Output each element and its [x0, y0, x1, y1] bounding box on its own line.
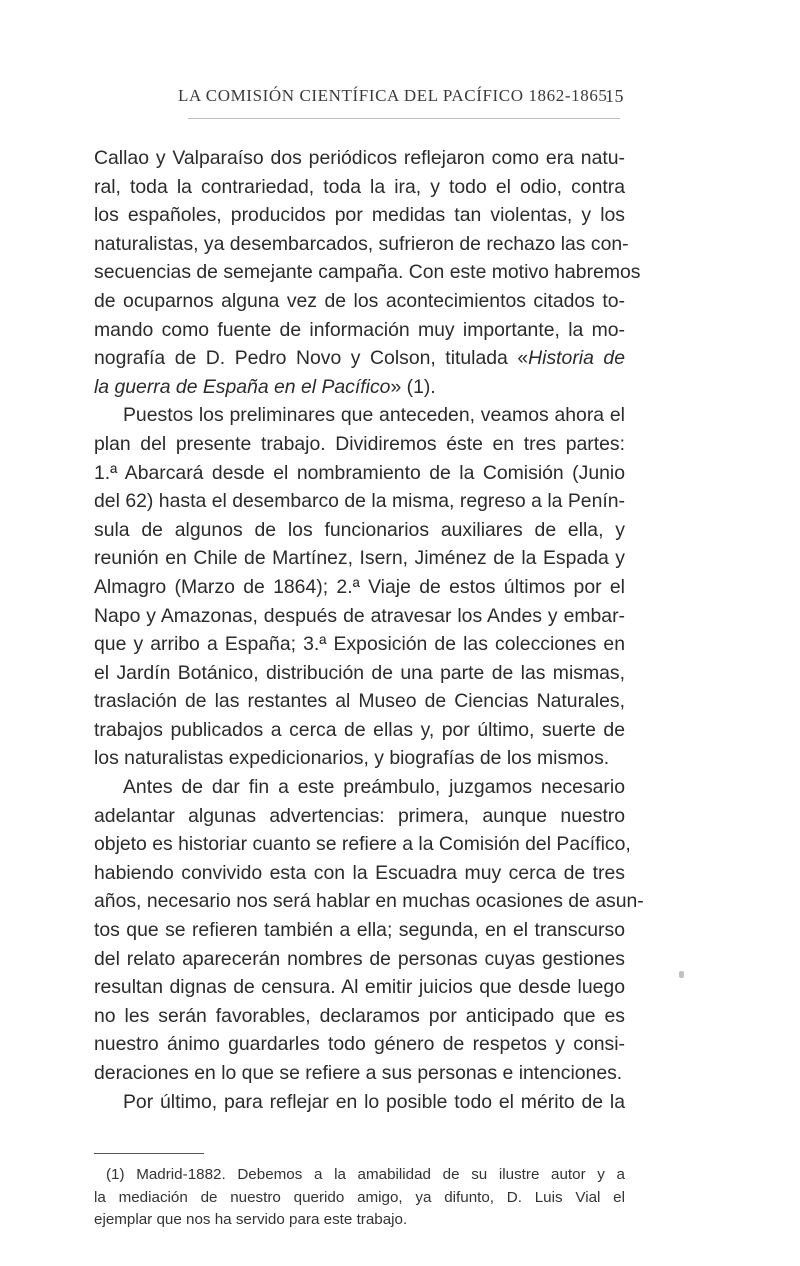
book-title-italic: la guerra de España en el Pacífico	[94, 375, 391, 398]
text-line: los españoles, producidos por medidas tan violentas, y los	[94, 204, 625, 227]
text-line: plan del presente trabajo. Dividiremos éste en tres partes:	[94, 432, 625, 455]
paper-speck	[679, 971, 684, 978]
text-line: objeto es historiar cuanto se refiere a la Comisión del Pacífico,	[94, 833, 631, 856]
footnote	[94, 1164, 625, 1232]
text-line: tos que se refieren también a ella; segunda, en el transcurso	[94, 919, 625, 942]
body-text	[94, 144, 644, 1116]
footnote-line: ejemplar que nos ha servido para este trabajo.	[94, 1211, 408, 1229]
paragraph-start-line: Puestos los preliminares que anteceden, veamos ahora el	[123, 404, 625, 427]
footnote-rule	[94, 1153, 204, 1154]
text-line: de ocuparnos alguna vez de los acontecimientos citados to-	[94, 289, 625, 312]
text-line-with-title	[94, 344, 625, 373]
running-head	[178, 86, 624, 106]
text-line: resultan dignas de censura. Al emitir juicios que desde luego	[94, 976, 625, 999]
text-line: no les serán favorables, declaramos por anticipado que es	[94, 1004, 625, 1027]
text-line: traslación de las restantes al Museo de Ciencias Naturales,	[94, 690, 625, 713]
page-number: 15	[605, 86, 624, 106]
text-line: secuencias de semejante campaña. Con este motivo habremos	[94, 261, 641, 284]
text-line: los naturalistas expedicionarios, y biografías de los mismos.	[94, 747, 610, 770]
text-line: Callao y Valparaíso dos periódicos reflejaron como era natu-	[94, 147, 625, 169]
footnote-line: la mediación de nuestro querido amigo, ya difunto, D. Luis Vial el	[94, 1188, 625, 1206]
text-line: nuestro ánimo guardarles todo género de respetos y consi-	[94, 1033, 625, 1056]
text-line: habiendo convivido esta con la Escuadra muy cerca de tres	[94, 861, 625, 884]
text-line: años, necesario nos será hablar en muchas ocasiones de asun-	[94, 890, 644, 913]
running-title: LA COMISIÓN CIENTÍFICA DEL PACÍFICO 1862-1865	[178, 86, 608, 105]
text-line: deraciones en lo que se refiere a sus personas e intenciones.	[94, 1062, 623, 1084]
footnote-line: (1) Madrid-1882. Debemos a la amabilidad de su ilustre autor y a	[106, 1166, 625, 1183]
text-line: 1.ª Abarcará desde el nombramiento de la Comisión (Junio	[94, 461, 625, 484]
text-line: reunión en Chile de Martínez, Isern, Jiménez de la Espada y	[94, 547, 625, 570]
text-line: mando como fuente de información muy importante, la mo-	[94, 318, 625, 341]
text-line: naturalistas, ya desembarcados, sufrieron de rechazo las con-	[94, 232, 629, 255]
text-line: que y arribo a España; 3.ª Exposición de las colecciones en	[94, 633, 625, 656]
text-line: ral, toda la contrariedad, toda la ira, y todo el odio, contra	[94, 175, 625, 198]
header-rule	[188, 118, 620, 119]
paragraph-start-line: Por último, para reflejar en lo posible todo el mérito de la	[123, 1090, 625, 1113]
text-line: trabajos publicados a cerca de ellas y, por último, suerte de	[94, 718, 625, 741]
text-fragment: » (1).	[390, 375, 436, 398]
text-fragment: nografía de D. Pedro Novo y Colson, titulada «	[94, 347, 529, 370]
paragraph-start-line: Antes de dar fin a este preámbulo, juzgamos necesario	[123, 776, 625, 799]
text-line: Napo y Amazonas, después de atravesar los Andes y embar-	[94, 604, 625, 627]
text-line: adelantar algunas advertencias: primera, aunque nuestro	[94, 804, 625, 827]
text-line: del relato aparecerán nombres de personas cuyas gestiones	[94, 947, 625, 970]
text-line: del 62) hasta el desembarco de la misma, regreso a la Penín-	[94, 490, 625, 513]
text-line: Almagro (Marzo de 1864); 2.ª Viaje de estos últimos por el	[94, 575, 625, 598]
book-title-italic: Historia de	[528, 347, 625, 370]
text-line: el Jardín Botánico, distribución de una parte de las mismas,	[94, 661, 625, 684]
text-line-with-title	[94, 373, 625, 402]
text-line: sula de algunos de los funcionarios auxiliares de ella, y	[94, 518, 625, 541]
